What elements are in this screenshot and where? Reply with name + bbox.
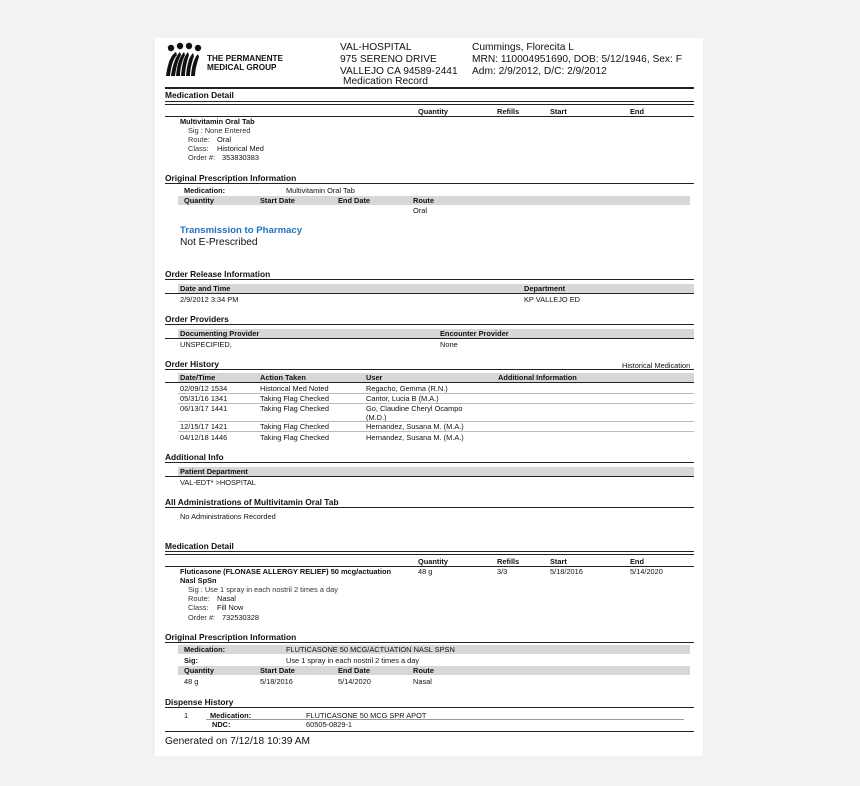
medication-class-label: Class: [188, 603, 209, 612]
divider [165, 369, 694, 370]
section-title-administrations: All Administrations of Multivitamin Oral Tab [165, 497, 339, 507]
patient-ids: MRN: 110004951690, DOB: 5/12/1946, Sex: F [472, 54, 682, 65]
patient-name: Cummings, Florecita L [472, 42, 574, 53]
medication-quantity: 48 g [418, 567, 433, 576]
history-col-user: User [366, 373, 383, 382]
additional-col-dept: Patient Department [180, 467, 248, 476]
medication-class: Fill Now [217, 603, 244, 612]
providers-col-documenting: Documenting Provider [180, 329, 260, 338]
dispense-ndc-label: NDC: [212, 720, 231, 729]
dispense-medication: FLUTICASONE 50 MCG SPR APOT [306, 711, 427, 720]
history-user: Hernandez, Susana M. (M.A.) [366, 422, 464, 431]
dispense-medication-label: Medication: [210, 711, 252, 720]
rx-col-quantity: Quantity [184, 196, 214, 205]
divider [165, 462, 694, 463]
section-title-order-release: Order Release Information [165, 269, 271, 279]
generated-timestamp: Generated on 7/12/18 10:39 AM [165, 736, 310, 747]
col-refills: Refills [497, 107, 520, 116]
divider [165, 183, 694, 184]
medication-route-label: Route: [188, 594, 210, 603]
rx-medication-label: Medication: [184, 645, 226, 654]
history-action: Taking Flag Checked [260, 394, 330, 403]
release-col-date: Date and Time [180, 284, 231, 293]
medication-order: 732530328 [222, 613, 259, 622]
header-divider [165, 87, 694, 89]
documenting-provider: UNSPECIFIED, [180, 340, 232, 349]
rx-sig-label: Sig: [184, 656, 198, 665]
permanente-logo-icon [165, 42, 203, 78]
medication-order-label: Order #: [188, 153, 216, 162]
rx-col-quantity: Quantity [184, 666, 214, 675]
history-header-bar [178, 373, 694, 382]
col-end: End [630, 557, 644, 566]
dispense-index: 1 [184, 711, 189, 720]
divider [165, 382, 694, 383]
col-quantity: Quantity [418, 557, 448, 566]
release-date: 2/9/2012 3:34 PM [180, 295, 239, 304]
transmission-status: Not E-Prescribed [180, 237, 258, 248]
hospital-street: 975 SERENO DRIVE [340, 54, 437, 65]
divider [165, 324, 694, 325]
patient-department: VAL-EDT* >HOSPITAL [180, 478, 256, 487]
rx-col-end: End Date [338, 196, 371, 205]
divider [165, 642, 694, 643]
divider [165, 554, 694, 555]
patient-admission: Adm: 2/9/2012, D/C: 2/9/2012 [472, 66, 607, 77]
divider [165, 476, 694, 477]
history-user: Regacho, Gemma (R.N.) [366, 384, 448, 393]
section-title-original-prescription-2: Original Prescription Information [165, 632, 297, 642]
rx-header-bar [178, 666, 690, 675]
history-col-info: Additional Information [498, 373, 577, 382]
rx-medication: Multivitamin Oral Tab [286, 186, 355, 195]
col-start: Start [550, 107, 567, 116]
col-end: End [630, 107, 644, 116]
section-title-order-providers: Order Providers [165, 314, 229, 324]
medication-class-label: Class: [188, 144, 209, 153]
section-title-medication-detail-1: Medication Detail [165, 90, 234, 100]
history-action: Historical Med Noted [260, 384, 329, 393]
rx-route: Oral [413, 206, 427, 215]
rx-col-route: Route [413, 666, 434, 675]
providers-col-encounter: Encounter Provider [440, 329, 509, 338]
medication-sig: Sig : Use 1 spray in each nostril 2 times a day [188, 585, 338, 594]
section-title-medication-detail-2: Medication Detail [165, 541, 234, 551]
divider [165, 507, 694, 508]
history-user: Cantor, Lucia B (M.A.) [366, 394, 439, 403]
rx-col-start: Start Date [260, 666, 295, 675]
release-header-bar [178, 284, 694, 293]
medication-order-label: Order #: [188, 613, 216, 622]
divider [165, 101, 694, 102]
history-user: Hernandez, Susana M. (M.A.) [366, 433, 464, 442]
logo-text-line1: THE PERMANENTE [207, 54, 283, 63]
divider [165, 551, 694, 552]
medication-route: Oral [217, 135, 231, 144]
divider [165, 293, 694, 294]
section-title-dispense-history: Dispense History [165, 697, 234, 707]
logo-text-line2: MEDICAL GROUP [207, 63, 277, 72]
divider [165, 104, 694, 105]
release-dept: KP VALLEJO ED [524, 295, 581, 304]
encounter-provider: None [440, 340, 458, 349]
rx-end: 5/14/2020 [338, 677, 371, 686]
history-date: 06/13/17 1441 [180, 404, 228, 413]
hospital-name: VAL-HOSPITAL [340, 42, 412, 53]
rx-start: 5/18/2016 [260, 677, 293, 686]
col-start: Start [550, 557, 567, 566]
history-type-label: Historical Medication [622, 361, 691, 370]
rx-col-route: Route [413, 196, 434, 205]
divider [165, 707, 694, 708]
rx-medication-label: Medication: [184, 186, 226, 195]
rx-sig: Use 1 spray in each nostril 2 times a day [286, 656, 420, 665]
section-title-original-prescription-1: Original Prescription Information [165, 173, 297, 183]
transmission-title: Transmission to Pharmacy [180, 225, 303, 236]
history-user-suffix: (M.D.) [366, 413, 387, 422]
medication-sig: Sig : None Entered [188, 126, 251, 135]
col-quantity: Quantity [418, 107, 448, 116]
divider [165, 731, 694, 732]
record-type: Medication Record [343, 76, 428, 87]
logo [165, 42, 337, 80]
rx-quantity: 48 g [184, 677, 199, 686]
history-date: 02/09/12 1534 [180, 384, 228, 393]
divider [206, 719, 684, 720]
medication-name: Multivitamin Oral Tab [180, 117, 255, 126]
history-date: 05/31/16 1341 [180, 394, 228, 403]
medication-route-label: Route: [188, 135, 210, 144]
medication-end: 5/14/2020 [630, 567, 663, 576]
section-title-additional-info: Additional Info [165, 452, 224, 462]
divider [165, 279, 694, 280]
col-refills: Refills [497, 557, 520, 566]
history-action: Taking Flag Checked [260, 422, 330, 431]
divider [178, 431, 694, 432]
history-action: Taking Flag Checked [260, 404, 330, 413]
section-title-order-history: Order History [165, 359, 219, 369]
history-user: Go, Claudine Cheryl Ocampo [366, 404, 463, 413]
rx-medication: FLUTICASONE 50 MCG/ACTUATION NASL SPSN [286, 645, 455, 654]
administrations-status: No Administrations Recorded [180, 512, 276, 521]
history-col-action: Action Taken [260, 373, 306, 382]
medication-start: 5/18/2016 [550, 567, 583, 576]
rx-route: Nasal [413, 677, 432, 686]
history-date: 04/12/18 1446 [180, 433, 228, 442]
history-col-date: Date/Time [180, 373, 216, 382]
rx-header-bar [178, 196, 690, 205]
medication-name: Fluticasone (FLONASE ALLERGY RELIEF) 50 mcg/actuation [180, 567, 392, 576]
history-action: Taking Flag Checked [260, 433, 330, 442]
hospital-city: VALLEJO CA 94589-2441 [340, 66, 458, 77]
medication-refills: 3/3 [497, 567, 508, 576]
release-col-dept: Department [524, 284, 566, 293]
medication-class: Historical Med [217, 144, 264, 153]
additional-header-bar [178, 467, 694, 476]
medication-route: Nasal [217, 594, 236, 603]
rx-col-start: Start Date [260, 196, 295, 205]
history-date: 12/15/17 1421 [180, 422, 228, 431]
dispense-ndc: 60505-0829-1 [306, 720, 353, 729]
medication-name-cont: Nasl SpSn [180, 576, 217, 585]
medication-order: 353830383 [222, 153, 259, 162]
rx-col-end: End Date [338, 666, 371, 675]
divider [165, 338, 694, 339]
